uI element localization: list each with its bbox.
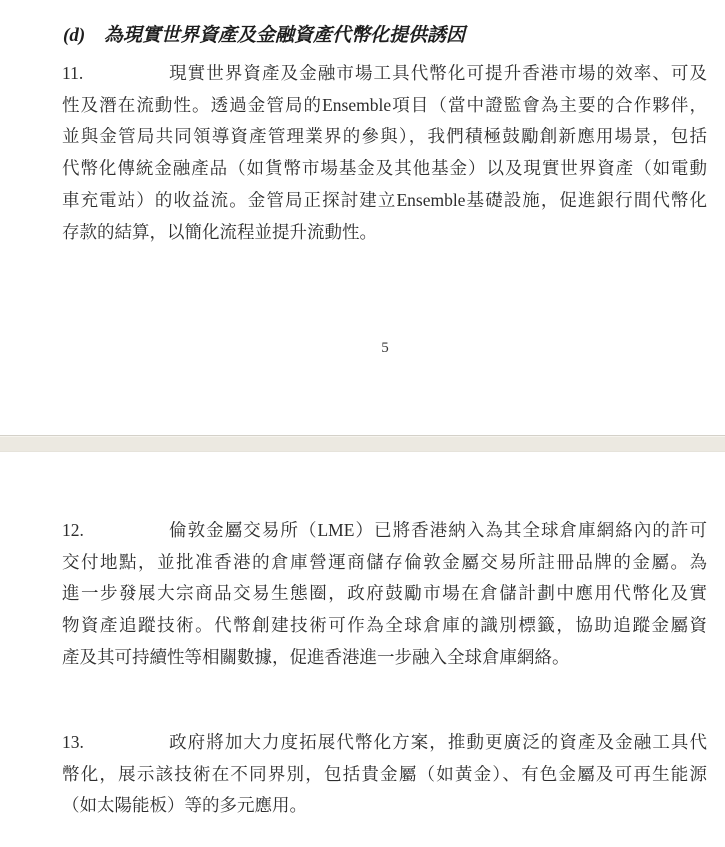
paragraph-13-line-1 — [62, 727, 707, 759]
paragraph-12-line-3: 進一步發展大宗商品交易生態圈，政府鼓勵市場在倉儲計劃中應用代幣化及實 — [62, 583, 707, 604]
paragraph-11-text: 現實世界資產及金融市場工具代幣化可提升香港市場的效率、可及 — [168, 63, 707, 83]
paragraph-11-line-2: 性及潛在流動性。透過金管局的Ensemble項目（當中證監會為主要的合作夥伴， — [62, 94, 707, 115]
paragraph-12-line-5: 產及其可持續性等相關數據，促進香港進一步融入全球倉庫網絡。 — [62, 646, 570, 667]
paragraph-13-line-3: （如太陽能板）等的多元應用。 — [62, 795, 307, 816]
paragraph-13-text: 政府將加大力度拓展代幣化方案，推動更廣泛的資產及金融工具代 — [168, 732, 707, 752]
paragraph-11-line-1 — [62, 58, 707, 90]
section-heading-label: (d) — [63, 25, 86, 46]
paragraph-12-text: 倫敦金屬交易所（LME）已將香港納入為其全球倉庫網絡內的許可 — [168, 520, 707, 540]
paragraph-12-line-2: 交付地點，並批准香港的倉庫營運商儲存倫敦金屬交易所註冊品牌的金屬。為 — [62, 551, 707, 572]
paragraph-12-line-1 — [62, 515, 707, 547]
page-number: 5 — [381, 340, 389, 356]
paragraph-12-line-4: 物資產追蹤技術。代幣創建技術可作為全球倉庫的識別標籤，協助追蹤金屬資 — [62, 615, 707, 636]
paragraph-13-line-2: 幣化，展示該技術在不同界別，包括貴金屬（如黃金）、有色金屬及可再生能源 — [62, 763, 707, 784]
paragraph-12-number: 12. — [62, 520, 84, 540]
paragraph-11-line-6: 存款的結算，以簡化流程並提升流動性。 — [62, 221, 377, 242]
paragraph-11-number: 11. — [62, 63, 84, 83]
paragraph-11-line-4: 代幣化傳統金融產品（如貨幣市場基金及其他基金）以及現實世界資產（如電動 — [62, 158, 707, 179]
section-heading — [63, 20, 708, 52]
paragraph-13-number: 13. — [62, 732, 84, 752]
paragraph-11-line-5: 車充電站）的收益流。金管局正探討建立Ensemble基礎設施，促進銀行間代幣化 — [62, 189, 707, 210]
section-heading-text: 為現實世界資產及金融資產代幣化提供誘因 — [104, 25, 466, 46]
paragraph-11-line-3: 並與金管局共同領導資產管理業界的參與），我們積極鼓勵創新應用場景，包括 — [62, 126, 707, 147]
page-separator — [0, 435, 725, 452]
